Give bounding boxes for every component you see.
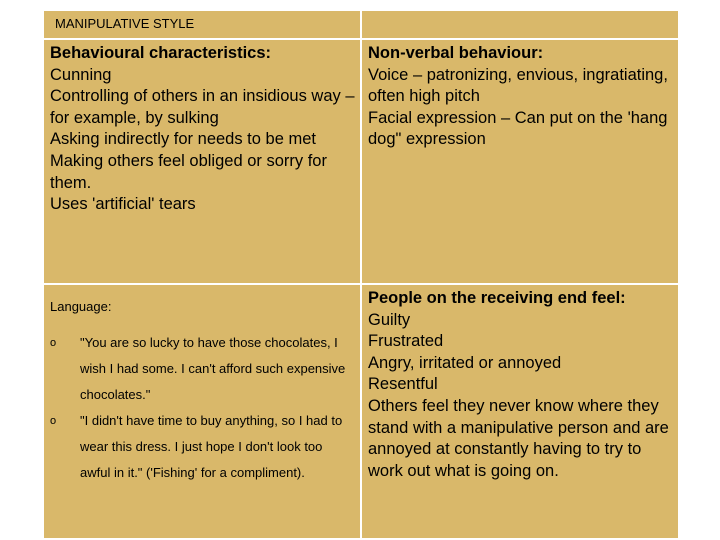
language-quote: "You are so lucky to have those chocolates, I wish I had some. I can't afford such expensive chocolates." [80, 335, 346, 402]
receiving-cell [362, 285, 678, 538]
nonverbal-line: Voice – patronizing, envious, ingratiating, often high pitch [368, 65, 668, 106]
behavioural-cell [44, 40, 360, 283]
language-bullet [50, 330, 360, 408]
receiving-line: Others feel they never know where they stand with a manipulative person and are annoyed at constantly having to try to work out what is going on. [368, 396, 669, 480]
receiving-title: People on the receiving end feel: [368, 289, 626, 307]
receiving-line: Guilty [368, 310, 411, 329]
receiving-line: Frustrated [368, 332, 444, 351]
language-cell [44, 285, 360, 538]
nonverbal-line: Facial expression – Can put on the 'hang dog" expression [368, 108, 668, 149]
bullet-marker: o [50, 337, 57, 349]
behavioural-title: Behavioural characteristics: [50, 44, 272, 62]
manipulative-style-table [44, 11, 678, 540]
language-quote: "I didn't have time to buy anything, so I had to wear this dress. I just hope I don't look too awful in it." ('Fishing' for a compliment). [80, 413, 343, 480]
header-title: MANIPULATIVE STYLE [55, 16, 195, 31]
receiving-line: Resentful [368, 375, 438, 394]
behavioural-line: Controlling of others in an insidious way – for example, by sulking [50, 87, 355, 127]
nonverbal-title: Non-verbal behaviour: [368, 44, 544, 62]
bullet-marker: o [50, 415, 57, 427]
behavioural-line: Cunning [50, 65, 112, 84]
behavioural-line: Making others feel obliged or sorry for them. [50, 151, 327, 192]
language-title: Language: [50, 299, 112, 314]
receiving-line: Angry, irritated or annoyed [368, 353, 562, 372]
header-left-cell [44, 11, 360, 38]
header-right-cell [362, 11, 678, 38]
language-bullet [50, 408, 360, 486]
nonverbal-cell [362, 40, 678, 283]
behavioural-line: Uses 'artificial' tears [50, 195, 196, 214]
behavioural-line: Asking indirectly for needs to be met [50, 130, 316, 149]
